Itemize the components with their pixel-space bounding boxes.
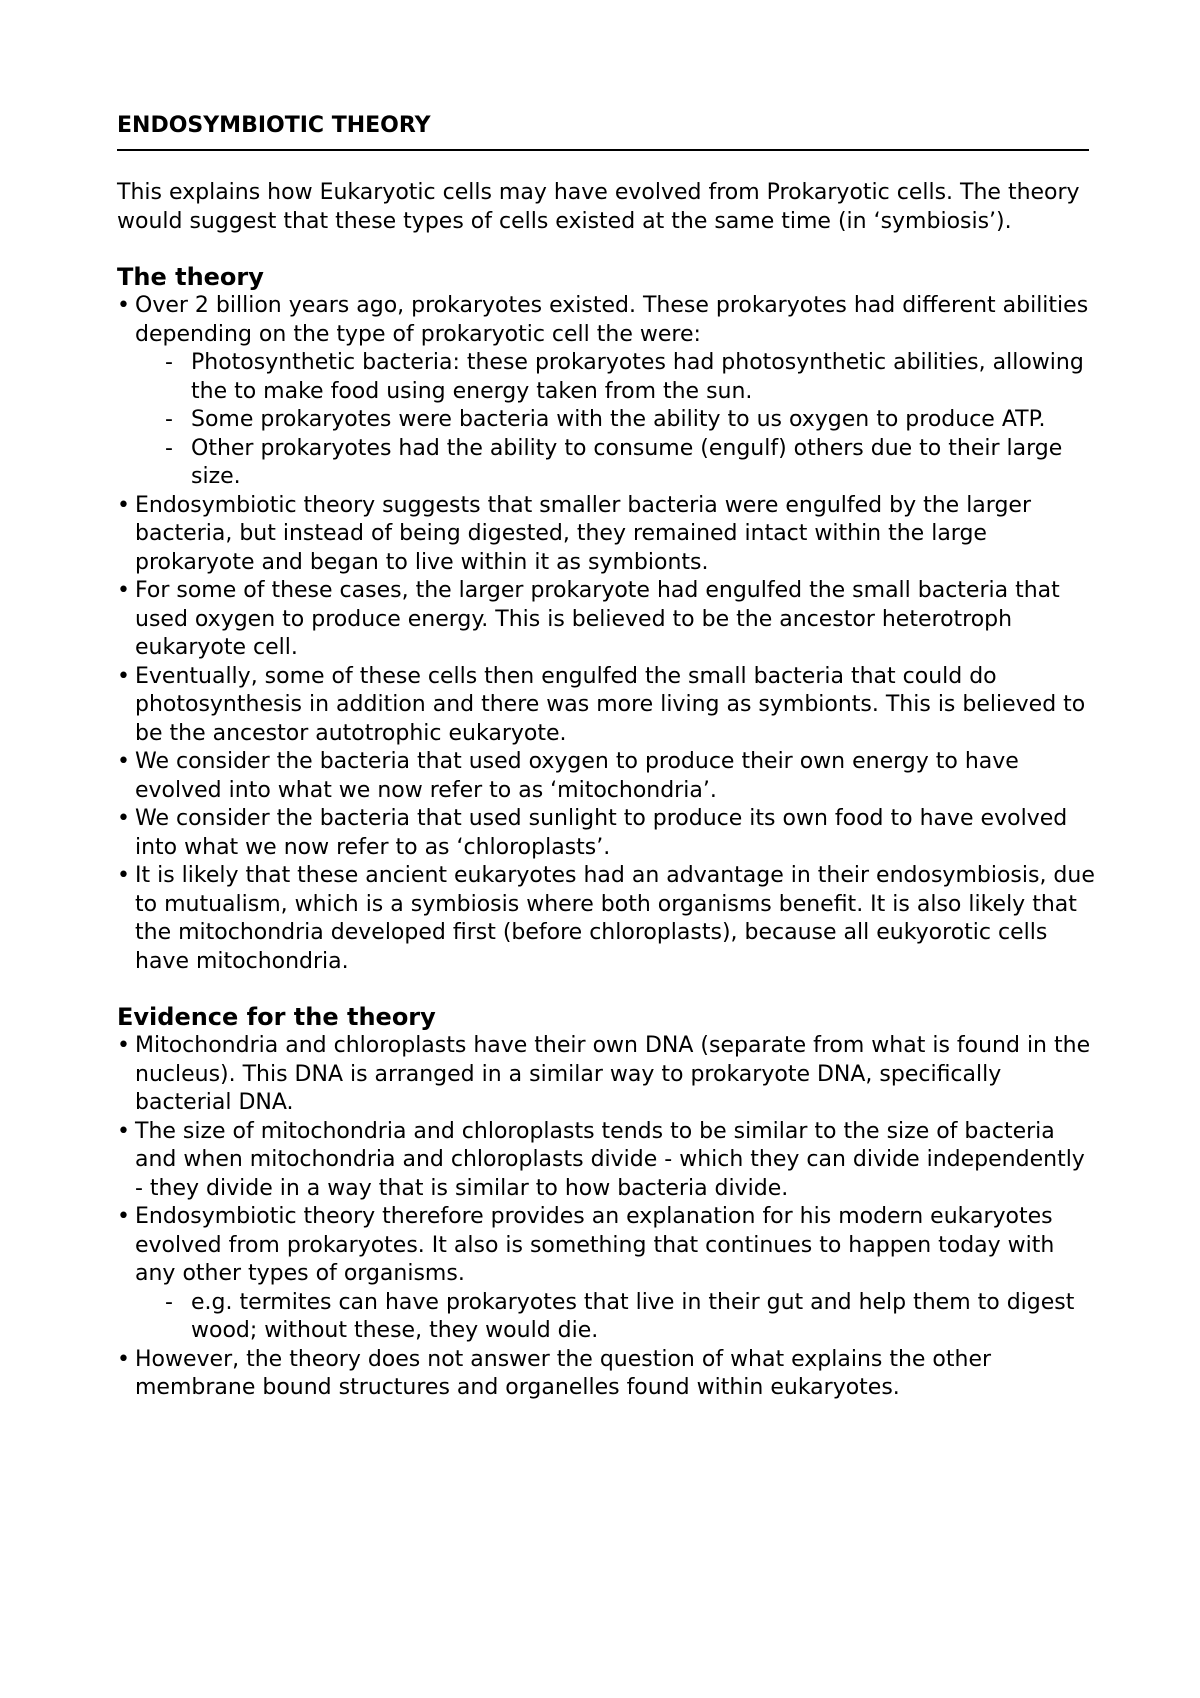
list-item bbox=[117, 1346, 1097, 1403]
sub-list-item bbox=[135, 406, 1097, 435]
section-heading-evidence: Evidence for the theory bbox=[117, 1003, 436, 1031]
list-item bbox=[117, 1203, 1097, 1346]
bullet-marker: • bbox=[117, 1346, 130, 1372]
document-page bbox=[117, 112, 1097, 1403]
dash-marker: - bbox=[165, 435, 173, 461]
bullet-marker: • bbox=[117, 492, 130, 518]
sub-list-item-text: e.g. termites can have prokaryotes that live in their gut and help them to digest wood; without these, they would die. bbox=[191, 1289, 1075, 1343]
dash-marker: - bbox=[165, 1289, 173, 1315]
list-item-text: It is likely that these ancient eukaryotes had an advantage in their endosymbiosis, due to mutualism, which is a symbiosis where both organisms benefit. It is also likely that the mitochondria developed first (before chloroplasts), because all eukyorotic cells have mitochondria. bbox=[135, 863, 1095, 974]
list-item-text: Over 2 billion years ago, prokaryotes existed. These prokaryotes had different abilities depending on the type of prokaryotic cell the were: bbox=[135, 293, 1089, 347]
bullet-marker: • bbox=[117, 1118, 130, 1144]
list-item bbox=[117, 577, 1097, 663]
list-item bbox=[117, 862, 1097, 976]
list-item-text: Eventually, some of these cells then engulfed the small bacteria that could do photosynthesis in addition and there was more living as symbionts. This is believed to be the ancestor autotrophic eukaryote. bbox=[135, 663, 1086, 746]
sub-list-item-text: Other prokaryotes had the ability to consume (engulf) others due to their large size. bbox=[191, 435, 1063, 489]
list-item bbox=[117, 1032, 1097, 1118]
list-item-text: The size of mitochondria and chloroplasts tends to be similar to the size of bacteria and when mitochondria and chloroplasts divide - which they can divide independently - they divide in a way that is similar to how bacteria divide. bbox=[135, 1118, 1085, 1201]
list-item bbox=[117, 492, 1097, 578]
list-item-text: However, the theory does not answer the question of what explains the other membrane bound structures and organelles found within eukaryotes. bbox=[135, 1346, 992, 1400]
dash-marker: - bbox=[165, 407, 173, 432]
sub-list bbox=[135, 1289, 1097, 1346]
bullet-marker: • bbox=[117, 1033, 130, 1058]
bullet-marker: • bbox=[117, 806, 130, 831]
bullet-marker: • bbox=[117, 663, 130, 689]
sub-list-item bbox=[135, 349, 1097, 406]
bullet-marker: • bbox=[117, 293, 130, 318]
list-item bbox=[117, 292, 1097, 492]
list-item-text: We consider the bacteria that used oxygen to produce their own energy to have evolved into what we now refer to as ‘mitochondria’. bbox=[135, 749, 1019, 803]
list-item-text: Endosymbiotic theory suggests that smaller bacteria were engulfed by the larger bacteria, but instead of being digested, they remained intact within the large prokaryote and began to live within it as symbionts. bbox=[135, 492, 1031, 575]
list-item bbox=[117, 748, 1097, 805]
list-item-text: Endosymbiotic theory therefore provides an explanation for his modern eukaryotes evolved from prokaryotes. It also is something that continues to happen today with any other types of organisms. bbox=[135, 1204, 1055, 1286]
evidence-list bbox=[117, 1032, 1097, 1403]
list-item-text: Mitochondria and chloroplasts have their own DNA (separate from what is found in the nucleus). This DNA is arranged in a similar way to prokaryote DNA, specifically bacterial DNA. bbox=[135, 1033, 1091, 1115]
intro-paragraph: This explains how Eukaryotic cells may have evolved from Prokaryotic cells. The theory would suggest that these types of cells existed at the same time (in ‘symbiosis’). bbox=[117, 180, 1080, 234]
sub-list-item-text: Photosynthetic bacteria: these prokaryotes had photosynthetic abilities, allowing the to make food using energy taken from the sun. bbox=[191, 350, 1084, 404]
sub-list-item bbox=[135, 435, 1097, 492]
sub-list-item bbox=[135, 1289, 1097, 1346]
list-item-text: For some of these cases, the larger prokaryote had engulfed the small bacteria that used oxygen to produce energy. This is believed to be the ancestor heterotroph eukaryote cell. bbox=[135, 578, 1060, 660]
bullet-marker: • bbox=[117, 749, 130, 774]
title-underline bbox=[117, 149, 1089, 151]
bullet-marker: • bbox=[117, 578, 130, 603]
bullet-marker: • bbox=[117, 863, 130, 888]
theory-list bbox=[117, 292, 1097, 976]
sub-list bbox=[135, 349, 1097, 492]
list-item bbox=[117, 663, 1097, 749]
list-item bbox=[117, 805, 1097, 862]
sub-list-item-text: Some prokaryotes were bacteria with the ability to us oxygen to produce ATP. bbox=[191, 407, 1046, 432]
dash-marker: - bbox=[165, 350, 173, 375]
bullet-marker: • bbox=[117, 1204, 130, 1229]
document-title: ENDOSYMBIOTIC THEORY bbox=[117, 113, 431, 138]
list-item bbox=[117, 1118, 1097, 1204]
section-heading-theory: The theory bbox=[117, 263, 264, 291]
list-item-text: We consider the bacteria that used sunlight to produce its own food to have evolved into what we now refer to as ‘chloroplasts’. bbox=[135, 806, 1068, 860]
